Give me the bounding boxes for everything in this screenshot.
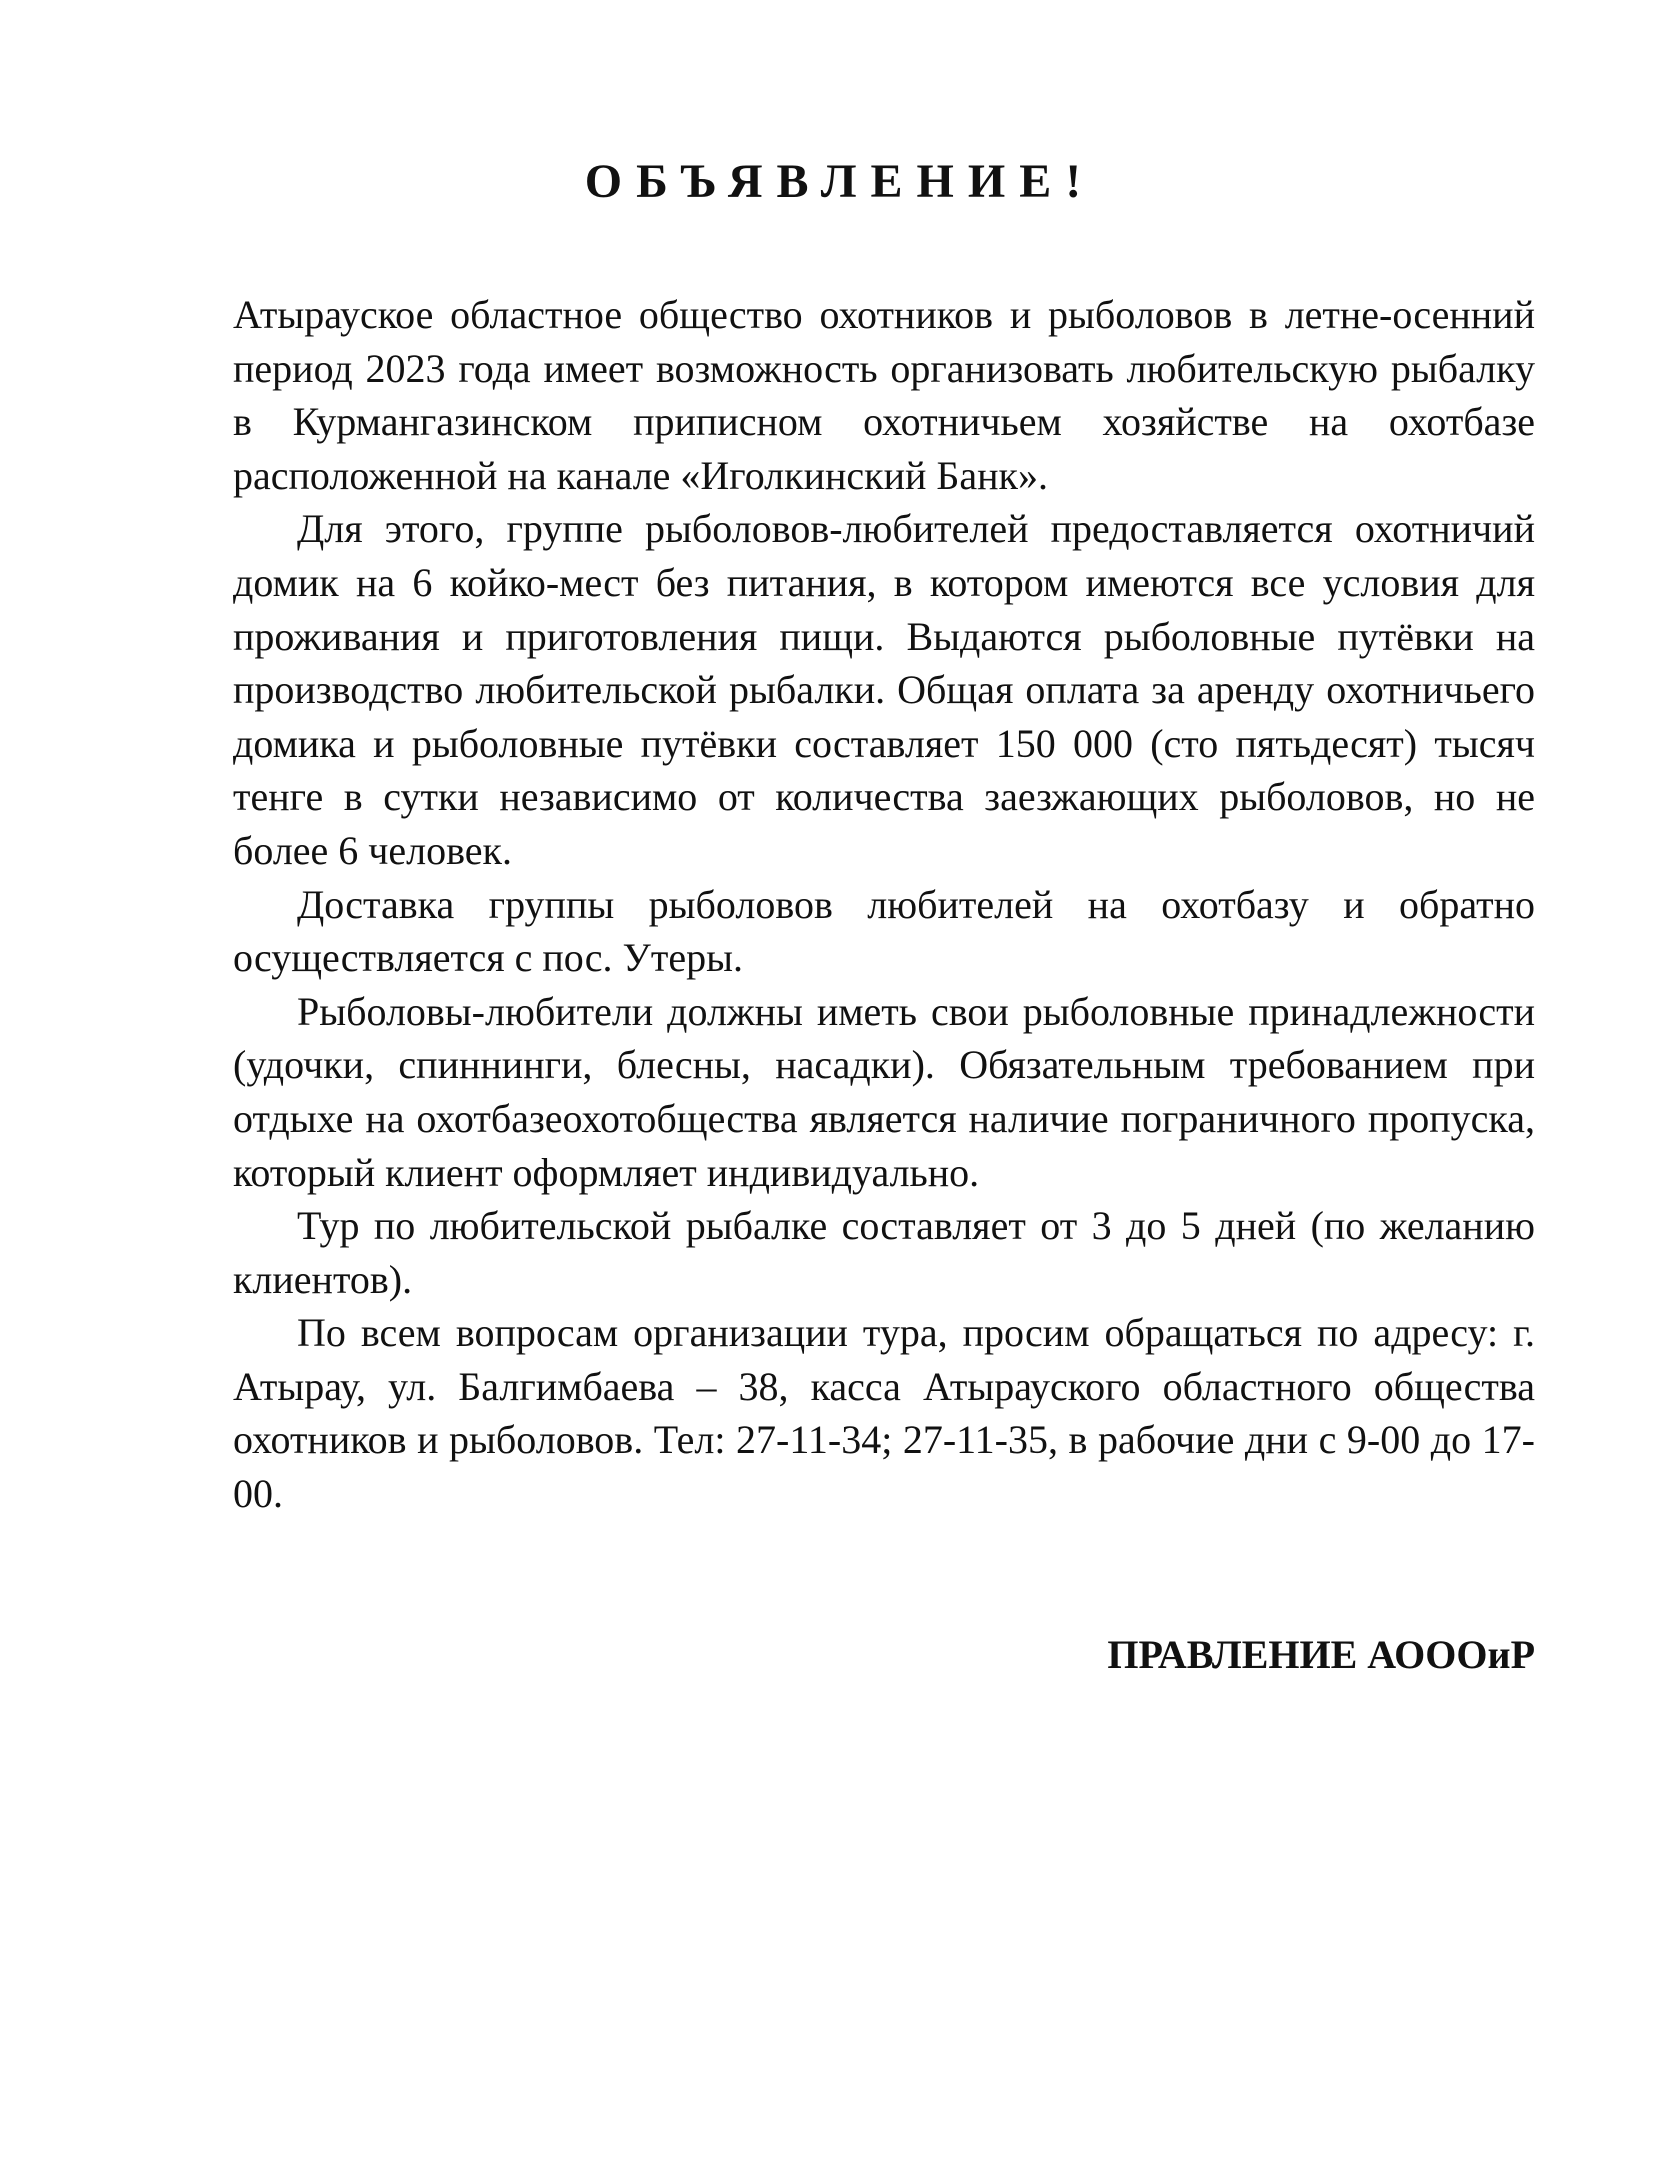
- paragraph-contacts: По всем вопросам организации тура, просим обращаться по адресу: г. Атырау, ул. Балгимбаева – 38, касса Атырауского областного общества охотников и рыболовов. Тел: 27-11-34; 27-11-35, в рабочие дни с 9-00 до 17-00.: [233, 1310, 1535, 1517]
- paragraph-tour-duration: Тур по любительской рыбалке составляет от 3 до 5 дней (по желанию клиентов).: [233, 1203, 1535, 1302]
- paragraph-intro: Атырауское областное общество охотников и рыболовов в летне-осенний период 2023 года имеет возможность организовать любительскую рыбалку в Курмангазинском приписном охотничьем хозяйстве на охотбазе расположенной на канале «Иголкинский Банк».: [233, 292, 1535, 498]
- paragraph-accommodation: Для этого, группе рыболовов-любителей предоставляется охотничий домик на 6 койко-мест без питания, в котором имеются все условия для проживания и приготовления пищи. Выдаются рыболовные путёвки на производство любительской рыбалки. Общая оплата за аренду охотничьего домика и рыболовные путёвки составляет 150 000 (сто пятьдесят) тысяч тенге в сутки независимо от количества заезжающих рыболовов, но не более 6 человек.: [233, 506, 1535, 873]
- announcement-title: ОБЪЯВЛЕНИЕ!: [584, 155, 1096, 208]
- announcement-body: [233, 288, 1535, 1521]
- paragraph-delivery: Доставка группы рыболовов любителей на охотбазу и обратно осуществляется с пос. Утеры.: [233, 881, 1535, 981]
- paragraph-requirements: Рыболовы-любители должны иметь свои рыболовные принадлежности (удочки, спиннинги, блесны, насадки). Обязательным требованием при отдыхе на охотбазеохотобщества является наличие пограничного пропуска, который клиент оформляет индивидуально.: [233, 988, 1535, 1195]
- signature: ПРАВЛЕНИЕ АОООиР: [1107, 1632, 1535, 1677]
